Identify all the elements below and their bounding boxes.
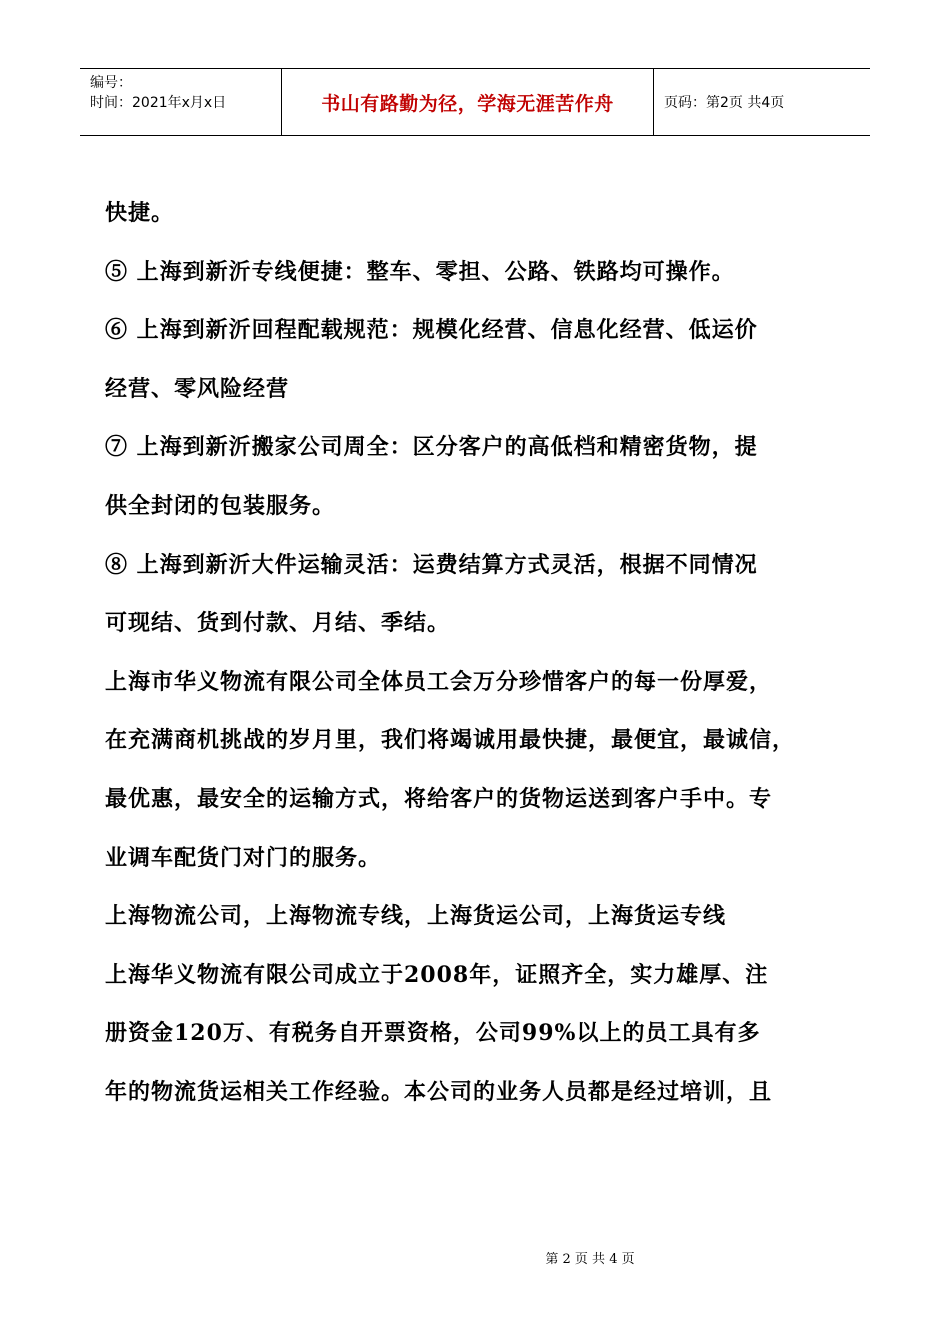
text-line: ⑥ 上海到新沂回程配载规范：规模化经营、信息化经营、低运价 — [105, 317, 758, 344]
text-line: 可现结、货到付款、月结、季结。 — [105, 610, 451, 637]
text-line: 最优惠，最安全的运输方式，将给客户的货物运送到客户手中。专 — [105, 785, 773, 812]
text-line: 业调车配货门对门的服务。 — [105, 844, 382, 871]
text-line: 年的物流货运相关工作经验。本公司的业务人员都是经过培训，且 — [105, 1078, 773, 1105]
time-label: 时间：2021年x月x日 — [90, 95, 227, 111]
text-line: ⑦ 上海到新沂搬家公司周全：区分客户的高低档和精密货物，提 — [105, 434, 758, 461]
text-line: 上海物流公司，上海物流专线，上海货运公司，上海货运专线 — [105, 903, 727, 930]
footer-page-number: 第 2 页 共 4 页 — [545, 1252, 635, 1267]
header-page-cell — [654, 69, 870, 135]
header-motto-cell — [282, 69, 654, 135]
text-line: 经营、零风险经营 — [105, 375, 290, 402]
text-line: ⑧ 上海到新沂大件运输灵活：运费结算方式灵活，根据不同情况 — [105, 551, 758, 578]
page-label: 页码：第2页 共4页 — [664, 95, 785, 111]
text-line: 快捷。 — [105, 200, 175, 226]
header-info-cell — [80, 69, 282, 135]
motto-text: 书山有路勤为径，学海无涯苦作舟 — [321, 92, 614, 115]
header-table — [80, 68, 870, 136]
text-line: 上海华义物流有限公司成立于2008年，证照齐全，实力雄厚、注 — [105, 961, 769, 988]
text-line: 在充满商机挑战的岁月里，我们将竭诚用最快捷，最便宜，最诚信， — [105, 727, 796, 754]
number-label: 编号： — [90, 75, 132, 91]
text-line: 册资金120万、有税务自开票资格，公司99%以上的员工具有多 — [105, 1020, 761, 1047]
text-line: 供全封闭的包装服务。 — [105, 492, 336, 519]
document-body — [105, 192, 865, 1130]
text-line: ⑤ 上海到新沂专线便捷：整车、零担、公路、铁路均可操作。 — [105, 258, 735, 285]
page-footer — [0, 1248, 950, 1267]
text-line: 上海市华义物流有限公司全体员工会万分珍惜客户的每一份厚爱， — [105, 668, 773, 695]
